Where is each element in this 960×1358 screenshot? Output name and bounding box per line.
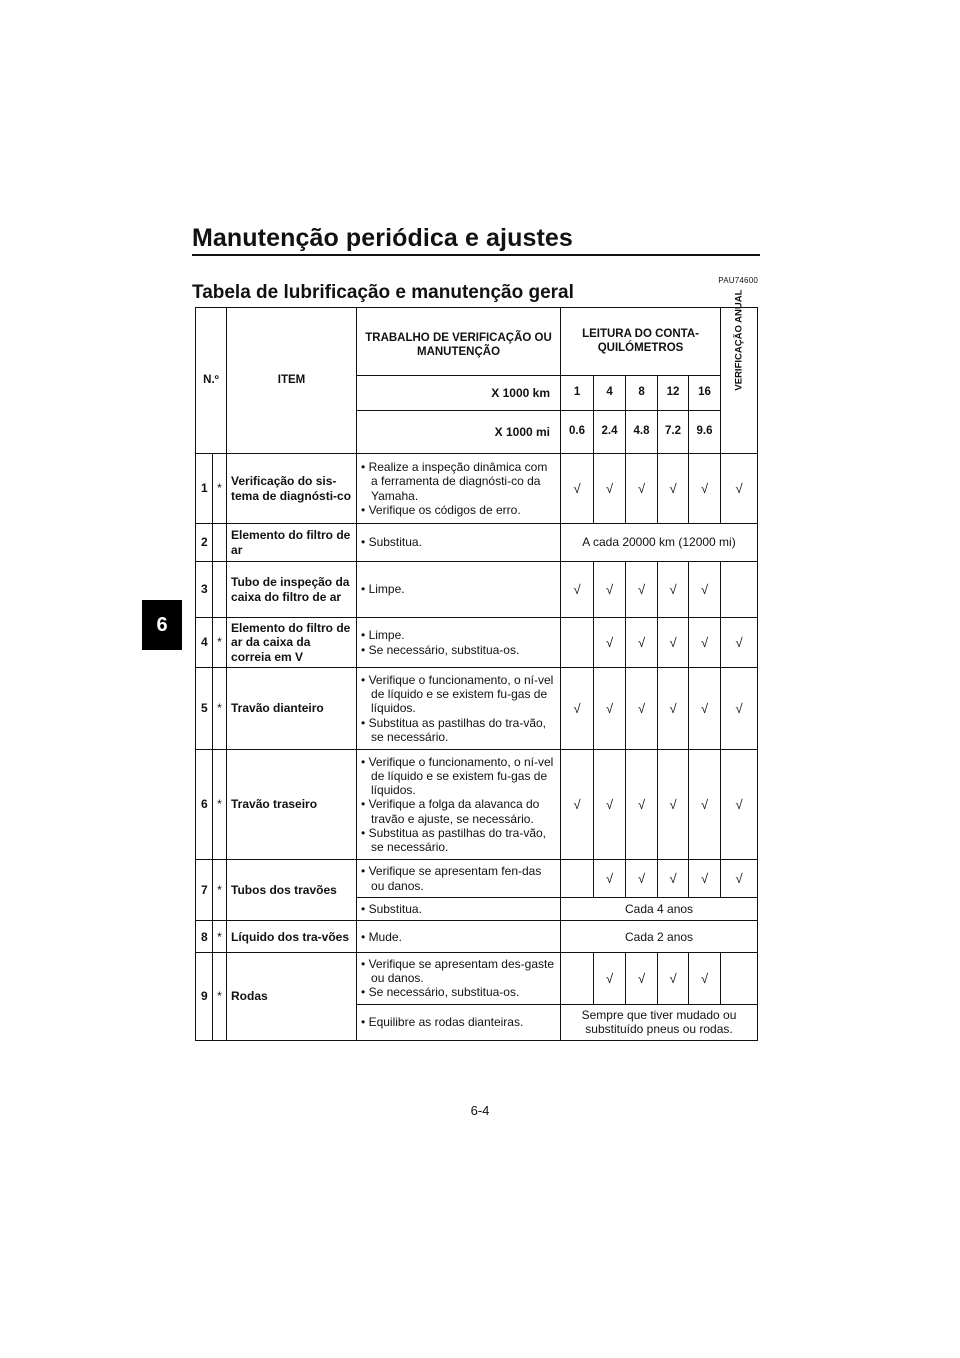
mi-tick: 0.6	[561, 411, 594, 454]
item-asterisk: *	[213, 668, 227, 750]
check-mark: √	[561, 668, 594, 750]
title-rule	[192, 254, 760, 256]
check-mark: √	[689, 618, 721, 668]
check-mark: √	[561, 750, 594, 860]
check-mark	[561, 618, 594, 668]
check-mark: √	[594, 953, 626, 1004]
check-mark: √	[561, 454, 594, 524]
check-mark: √	[626, 953, 658, 1004]
check-mark: √	[658, 618, 689, 668]
check-mark: √	[721, 750, 758, 860]
work-cell	[357, 860, 561, 898]
work-list	[361, 535, 556, 549]
work-cell	[357, 750, 561, 860]
item-number: 8	[196, 921, 213, 953]
work-list	[361, 957, 556, 999]
interval-text: A cada 20000 km (12000 mi)	[561, 524, 758, 562]
mi-tick: 9.6	[689, 411, 721, 454]
mi-tick: 2.4	[594, 411, 626, 454]
item-name: Tubo de inspeção da caixa do filtro de ar	[227, 562, 357, 618]
check-mark: √	[594, 562, 626, 618]
check-mark: √	[721, 668, 758, 750]
check-mark	[561, 953, 594, 1004]
check-mark: √	[721, 618, 758, 668]
work-cell	[357, 524, 561, 562]
work-cell	[357, 562, 561, 618]
interval-text: Cada 2 anos	[561, 921, 758, 953]
check-mark: √	[721, 860, 758, 898]
check-mark: √	[626, 750, 658, 860]
unit-mi-label: X 1000 mi	[357, 411, 561, 454]
item-number: 4	[196, 618, 213, 668]
work-list	[361, 930, 556, 944]
check-mark: √	[658, 454, 689, 524]
check-mark: √	[594, 618, 626, 668]
check-mark: √	[689, 562, 721, 618]
check-mark: √	[626, 860, 658, 898]
work-item: • Equilibre as rodas dianteiras.	[361, 1015, 556, 1029]
item-number: 5	[196, 668, 213, 750]
check-mark: √	[594, 860, 626, 898]
item-name: Tubos dos travões	[227, 860, 357, 921]
item-name: Rodas	[227, 953, 357, 1040]
check-mark: √	[561, 562, 594, 618]
check-mark: √	[658, 953, 689, 1004]
item-asterisk: *	[213, 750, 227, 860]
page-number: 6-4	[470, 1103, 490, 1118]
check-mark: √	[594, 668, 626, 750]
work-cell	[357, 953, 561, 1004]
check-mark: √	[658, 562, 689, 618]
item-name: Travão dianteiro	[227, 668, 357, 750]
item-number: 7	[196, 860, 213, 921]
item-asterisk: *	[213, 860, 227, 921]
work-item: • Limpe.	[361, 582, 556, 596]
work-cell	[357, 618, 561, 668]
item-asterisk	[213, 562, 227, 618]
mi-tick: 4.8	[626, 411, 658, 454]
check-mark: √	[689, 454, 721, 524]
item-number: 2	[196, 524, 213, 562]
section-title: Tabela de lubrificação e manutenção geral	[192, 282, 574, 303]
item-name: Verificação do sis-tema de diagnósti-co	[227, 454, 357, 524]
check-mark: √	[658, 668, 689, 750]
work-item: • Substitua as pastilhas do tra-vão, se necessário.	[361, 826, 556, 854]
work-item: • Verifique se apresentam des-gaste ou danos.	[361, 957, 556, 985]
header-work: TRABALHO DE VERIFICAÇÃO OU MANUTENÇÃO	[357, 308, 561, 376]
check-mark	[561, 860, 594, 898]
work-list	[361, 460, 556, 517]
document-code: PAU74600	[718, 276, 758, 285]
header-item: ITEM	[227, 308, 357, 454]
check-mark: √	[594, 454, 626, 524]
item-asterisk: *	[213, 618, 227, 668]
item-asterisk: *	[213, 921, 227, 953]
work-cell	[357, 898, 561, 921]
table-row	[196, 524, 758, 562]
work-item: • Verifique a folga da alavanca do travão e ajuste, se necessário.	[361, 797, 556, 825]
table-row	[196, 750, 758, 860]
table-row	[196, 921, 758, 953]
check-mark	[721, 953, 758, 1004]
item-number: 6	[196, 750, 213, 860]
work-cell	[357, 1004, 561, 1040]
unit-km-label: X 1000 km	[357, 376, 561, 411]
work-list	[361, 1015, 556, 1029]
item-asterisk: *	[213, 953, 227, 1040]
work-item: • Realize a inspeção dinâmica com a ferramenta de diagnósti-co da Yamaha.	[361, 460, 556, 502]
work-item: • Limpe.	[361, 628, 556, 642]
item-number: 3	[196, 562, 213, 618]
check-mark: √	[689, 953, 721, 1004]
work-item: • Verifique se apresentam fen-das ou danos.	[361, 864, 556, 892]
km-tick: 16	[689, 376, 721, 411]
item-asterisk	[213, 524, 227, 562]
work-item: • Verifique o funcionamento, o ní-vel de líquido e se existem fu-gas de líquidos.	[361, 673, 556, 715]
item-asterisk: *	[213, 454, 227, 524]
work-cell	[357, 921, 561, 953]
check-mark: √	[626, 562, 658, 618]
page-title: Manutenção periódica e ajustes	[192, 224, 573, 252]
work-item: • Verifique o funcionamento, o ní-vel de líquido e se existem fu-gas de líquidos.	[361, 755, 556, 797]
check-mark: √	[689, 860, 721, 898]
work-cell	[357, 668, 561, 750]
chapter-tab: 6	[142, 600, 182, 650]
item-number: 1	[196, 454, 213, 524]
header-odometer: LEITURA DO CONTA-QUILÓMETROS	[561, 308, 721, 376]
check-mark: √	[689, 750, 721, 860]
km-tick: 8	[626, 376, 658, 411]
work-list	[361, 864, 556, 892]
check-mark: √	[626, 618, 658, 668]
check-mark	[721, 562, 758, 618]
work-item: • Substitua as pastilhas do tra-vão, se necessário.	[361, 716, 556, 744]
table-row	[196, 618, 758, 668]
check-mark: √	[658, 860, 689, 898]
item-name: Elemento do filtro de ar	[227, 524, 357, 562]
mi-tick: 7.2	[658, 411, 689, 454]
check-mark: √	[689, 668, 721, 750]
work-item: • Mude.	[361, 930, 556, 944]
check-mark: √	[594, 750, 626, 860]
work-item: • Se necessário, substitua-os.	[361, 985, 556, 999]
work-list	[361, 673, 556, 744]
work-item: • Substitua.	[361, 535, 556, 549]
check-mark: √	[721, 454, 758, 524]
table-row	[196, 953, 758, 1004]
item-name: Líquido dos tra-vões	[227, 921, 357, 953]
work-cell	[357, 454, 561, 524]
work-list	[361, 755, 556, 854]
interval-text: Cada 4 anos	[561, 898, 758, 921]
table-row	[196, 562, 758, 618]
km-tick: 4	[594, 376, 626, 411]
header-annual-label: VERIFICAÇÃO ANUAL	[733, 289, 745, 391]
work-list	[361, 628, 556, 656]
km-tick: 12	[658, 376, 689, 411]
check-mark: √	[626, 668, 658, 750]
check-mark: √	[626, 454, 658, 524]
item-number: 9	[196, 953, 213, 1040]
item-name: Travão traseiro	[227, 750, 357, 860]
work-list	[361, 902, 556, 916]
table-row	[196, 454, 758, 524]
work-item: • Se necessário, substitua-os.	[361, 643, 556, 657]
item-name: Elemento do filtro de ar da caixa da correia em V	[227, 618, 357, 668]
table-row	[196, 668, 758, 750]
work-item: • Substitua.	[361, 902, 556, 916]
header-no: N.º	[196, 308, 227, 454]
header-annual	[721, 289, 758, 454]
work-list	[361, 582, 556, 596]
table-row	[196, 860, 758, 898]
work-item: • Verifique os códigos de erro.	[361, 503, 556, 517]
interval-text: Sempre que tiver mudado ou substituído pneus ou rodas.	[561, 1004, 758, 1040]
check-mark: √	[658, 750, 689, 860]
km-tick: 1	[561, 376, 594, 411]
